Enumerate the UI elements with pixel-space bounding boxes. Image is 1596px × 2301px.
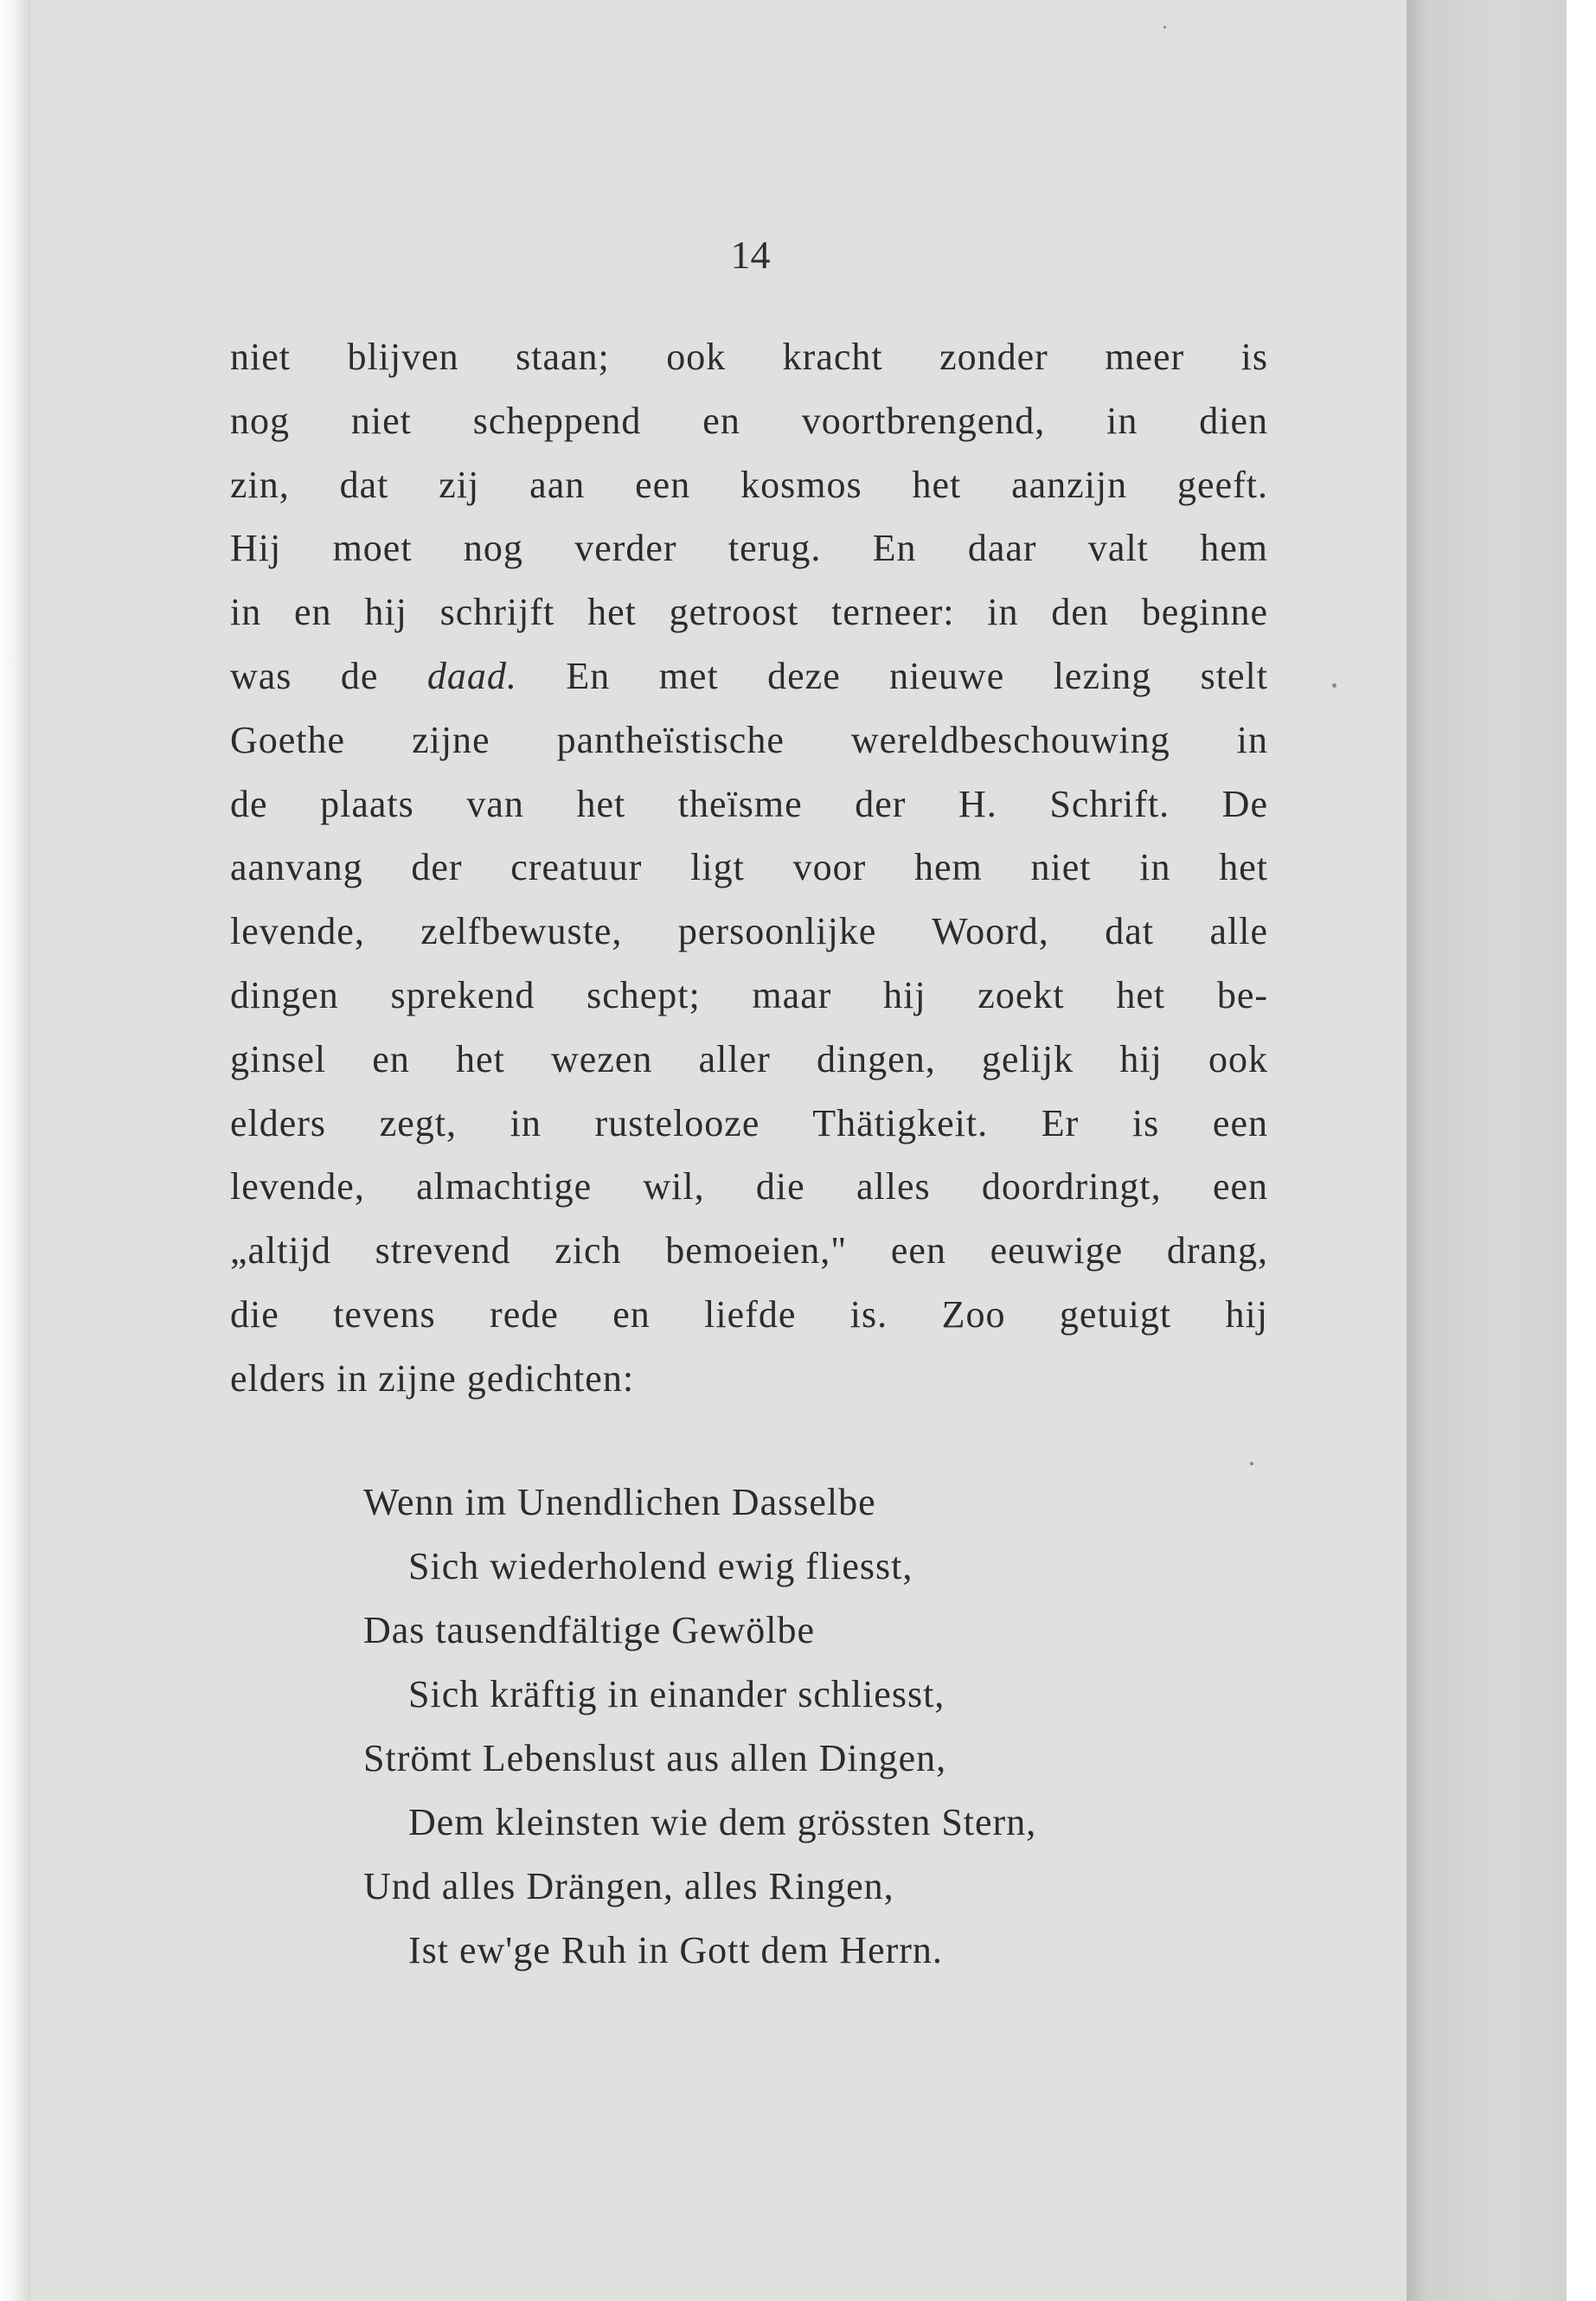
emphasized-word: daad.: [426, 654, 517, 697]
text-line: levende, almachtige wil, die alles doordringt, een: [230, 1165, 1268, 1208]
paper-speck: [1250, 1462, 1253, 1465]
paper-speck: [1332, 683, 1336, 688]
text-line: elders zegt, in rustelooze Thätigkeit. Er is een: [230, 1101, 1268, 1144]
body-text: [230, 325, 1268, 1411]
text-line: zin, dat zij aan een kosmos het aanzijn geeft.: [230, 463, 1268, 506]
poem-line: Dem kleinsten wie dem grössten Stern,: [408, 1801, 1037, 1843]
text-segment: En met deze nieuwe lezing stelt: [516, 654, 1268, 697]
text-line: „altijd strevend zich bemoeien," een eeuwige drang,: [230, 1229, 1268, 1272]
poem-quote: [363, 1471, 1315, 1983]
poem-line: Wenn im Unendlichen Dasselbe: [363, 1481, 876, 1523]
text-line: die tevens rede en liefde is. Zoo getuigt hij: [230, 1292, 1268, 1336]
text-segment: was de: [230, 654, 427, 697]
text-line: nog niet scheppend en voortbrengend, in dien: [230, 399, 1268, 442]
text-line: Goethe zijne pantheïstische wereldbeschouwing in: [230, 718, 1268, 761]
poem-line: Sich kräftig in einander schliesst,: [408, 1673, 945, 1715]
text-line: ginsel en het wezen aller dingen, gelijk hij ook: [230, 1037, 1268, 1080]
text-line: aanvang der creatuur ligt voor hem niet in het: [230, 846, 1268, 889]
poem-line: Ist ew'ge Ruh in Gott dem Herrn.: [408, 1929, 943, 1971]
next-page-edge: [1407, 0, 1567, 2301]
text-line-with-emphasis: [230, 644, 1268, 708]
poem-line: Sich wiederholend ewig fliesst,: [408, 1545, 913, 1587]
left-margin-edge: [0, 0, 31, 2301]
text-line: dingen sprekend schept; maar hij zoekt het be-: [230, 973, 1268, 1016]
poem-line: Und alles Drängen, alles Ringen,: [363, 1865, 894, 1907]
page-number: 14: [730, 233, 771, 277]
text-line: Hij moet nog verder terug. En daar valt hem: [230, 527, 1268, 570]
paper-speck: [1163, 26, 1166, 29]
text-line: de plaats van het theïsme der H. Schrift. De: [230, 782, 1268, 825]
text-line: levende, zelfbewuste, persoonlijke Woord, dat alle: [230, 910, 1268, 953]
text-line: in en hij schrijft het getroost terneer: in den beginne: [230, 591, 1268, 634]
text-line: elders in zijne gedichten:: [230, 1356, 635, 1400]
text-line: niet blijven staan; ook kracht zonder meer is: [230, 336, 1268, 378]
poem-line: Das tausendfältige Gewölbe: [363, 1609, 816, 1651]
poem-line: Strömt Lebenslust aus allen Dingen,: [363, 1737, 947, 1779]
